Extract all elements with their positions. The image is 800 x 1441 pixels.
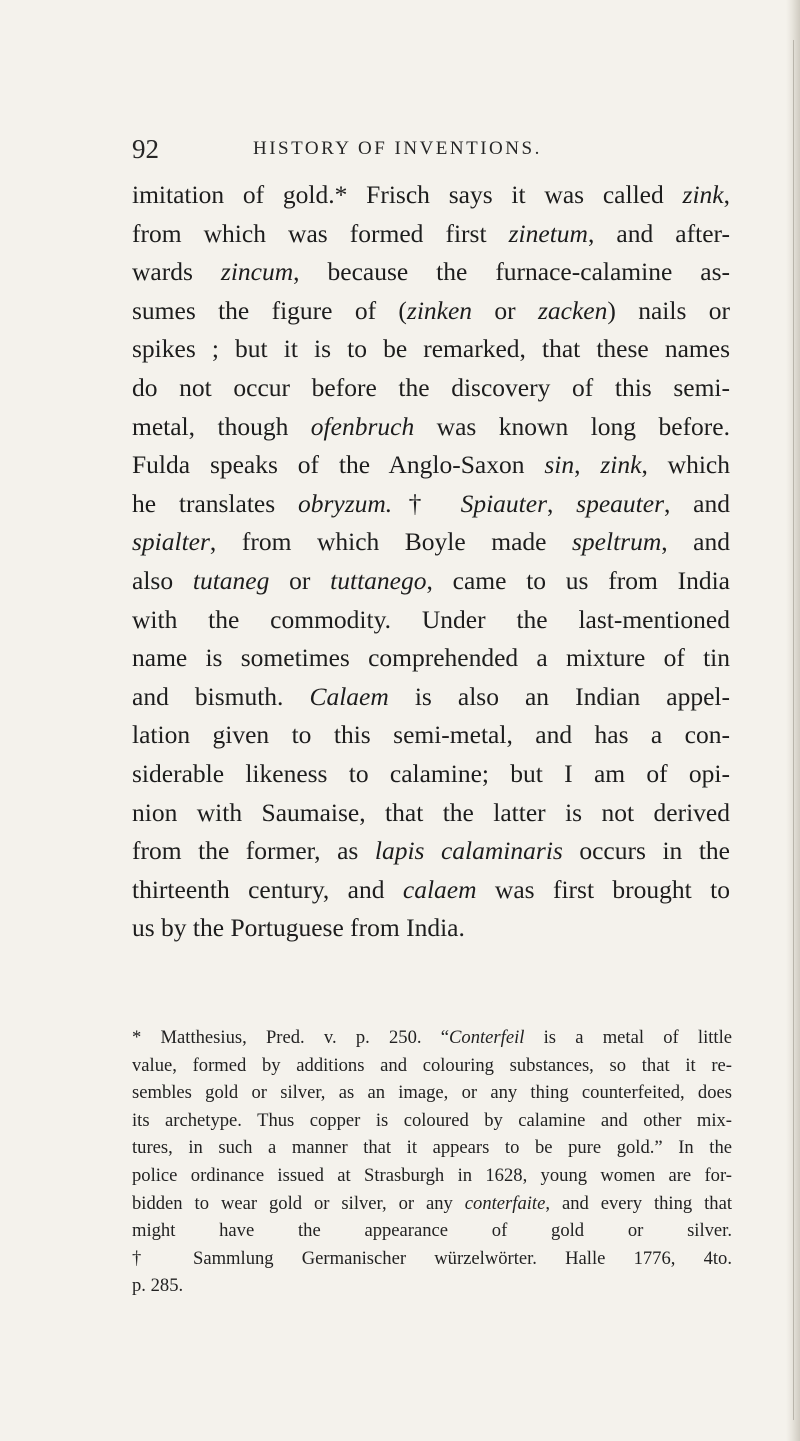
text-run: , because the furnace-calamine as- [293,257,730,287]
italic-term: lapis calaminaris [374,836,563,866]
text-run: and bismuth. [132,681,310,711]
text-run: sembles gold or silver, as an image, or any thing counterfeited, does [132,1082,732,1104]
footnote-line [132,1134,732,1162]
italic-term: spialter [132,527,210,557]
text-line [132,446,730,485]
italic-term: tutaneg [192,565,270,595]
text-run: value, formed by additions and colouring substances, so that it re- [132,1054,732,1076]
italic-term: conterfaite [464,1192,546,1214]
text-run: metal, though [132,411,311,441]
italic-term: tuttanego [330,565,427,595]
text-run: , and [664,488,730,518]
text-line [132,330,730,369]
italic-term: Conterfeil [449,1027,525,1048]
text-line [132,215,730,254]
text-run: lation given to this semi-metal, and has a con- [132,720,730,750]
text-line [132,755,730,794]
footnote-line [132,1079,732,1107]
text-run: or [269,565,331,595]
text-line [132,485,730,524]
text-run: , and after- [587,218,730,248]
text-run: , [547,488,577,518]
text-run: * Matthesius, Pred. v. p. 250. “ [132,1027,450,1048]
text-run: p. 285. [132,1275,184,1297]
page-edge-line [793,40,794,1420]
text-run: siderable likeness to calamine; but I am of opi- [132,758,730,788]
text-line [132,523,730,562]
text-run: name is sometimes comprehended a mixture of tin [132,643,730,673]
text-run: , and every thing that [545,1192,732,1214]
text-line [132,871,730,910]
text-run: is a metal of little [524,1027,732,1048]
text-run: might have the appearance of gold or silver. [132,1220,732,1242]
text-run: , came to us from India [426,565,730,595]
text-line [132,678,730,717]
italic-term: speauter [576,488,664,518]
text-run: wards [132,257,221,287]
text-run: ) nails or [607,295,730,325]
running-title: HISTORY OF INVENTIONS. [253,138,542,159]
text-run: he translates [132,488,298,518]
text-line [132,369,730,408]
text-run: or [472,295,538,325]
italic-term: zink [682,180,724,209]
text-line [132,832,730,871]
footnote-line [132,1052,732,1080]
text-line [132,562,730,601]
text-run: † Sammlung Germanischer würzelwörter. Halle 1776, 4to. [132,1247,732,1269]
footnote-line [132,1024,732,1052]
italic-term: zincum [220,257,294,287]
text-run: us by the Portuguese from India. [132,913,465,943]
text-run: , from which Boyle made [209,527,572,557]
text-line [132,794,730,833]
text-run: from which was formed first [132,218,509,248]
footnotes [132,1024,732,1300]
text-line [132,292,730,331]
text-run: † [392,488,461,518]
italic-term: zacken [538,295,608,325]
italic-term: zinken [406,295,473,325]
text-run: , [574,450,601,480]
text-run: with the commodity. Under the last-mentioned [132,604,730,634]
text-run: thirteenth century, and [132,874,403,904]
italic-term: calaem [402,874,477,904]
italic-term: zink [600,450,642,480]
italic-term: zinetum [508,218,588,248]
text-line [132,176,730,215]
text-line [132,601,730,640]
text-line [132,408,730,447]
italic-term: speltrum [572,527,662,557]
text-run: imitation of gold.* Frisch says it was called [132,180,683,209]
text-line [132,639,730,678]
text-line [132,909,730,948]
footnote-line [132,1245,732,1273]
body-text [132,176,730,948]
italic-term: obryzum. [297,488,393,518]
footnote-line [132,1190,732,1218]
text-run: was first brought to [476,874,730,904]
text-run: nion with Saumaise, that the latter is not derived [132,797,730,827]
text-run: occurs in the [562,836,730,866]
italic-term: ofenbruch [310,411,415,441]
text-run: , [723,180,730,209]
text-run: also [132,565,193,595]
footnote-line [132,1272,732,1300]
footnote-line [132,1162,732,1190]
text-line [132,253,730,292]
italic-term: Calaem [309,681,389,711]
footnote-line [132,1107,732,1135]
text-run: , and [661,527,730,557]
text-run: sumes the figure of ( [132,295,407,325]
text-run: spikes ; but it is to be remarked, that these names [132,334,730,364]
text-run: was known long before. [414,411,730,441]
italic-term: Spiauter [460,488,547,518]
footnote-line [132,1217,732,1245]
text-run: Fulda speaks of the Anglo-Saxon [132,450,545,480]
text-run: police ordinance issued at Strasburgh in 1628, young women are for- [132,1164,732,1186]
text-run: bidden to wear gold or silver, or any [132,1192,465,1214]
text-line [132,716,730,755]
text-run: its archetype. Thus copper is coloured by calamine and other mix- [132,1109,732,1131]
page-number: 92 [132,134,159,164]
italic-term: sin [544,450,575,480]
text-run: , which [641,450,730,480]
text-run: tures, in such a manner that it appears to be pure gold.” In the [132,1137,732,1159]
text-run: is also an Indian appel- [388,681,730,711]
text-run: do not occur before the discovery of this semi- [132,372,730,402]
text-run: from the former, as [132,836,375,866]
